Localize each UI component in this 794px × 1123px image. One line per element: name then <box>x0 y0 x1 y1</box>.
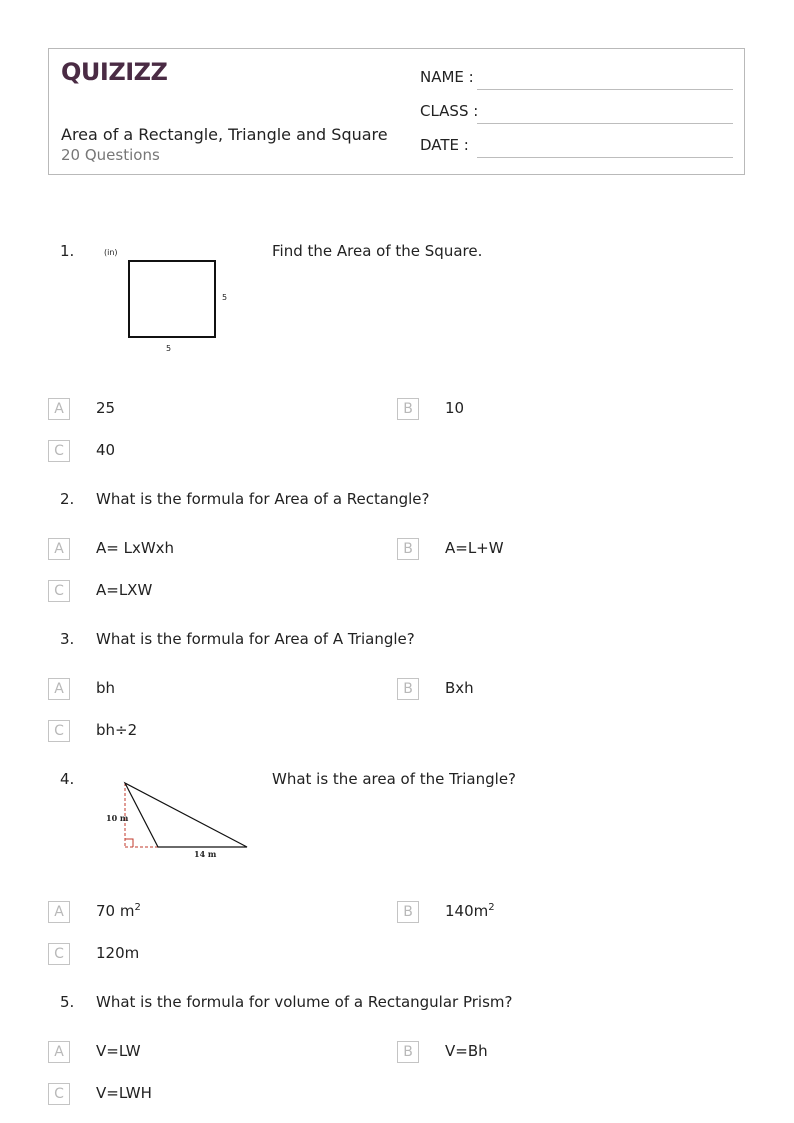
question-text: What is the formula for Area of a Rectangle? <box>96 490 430 508</box>
option-a-text: 25 <box>96 399 116 417</box>
option-c-text: A=LXW <box>96 581 153 599</box>
option-c-box[interactable]: C <box>48 440 70 462</box>
question-number: 5. <box>60 993 75 1011</box>
date-label: DATE : <box>420 136 469 154</box>
triangle-figure <box>100 775 255 865</box>
option-a-box[interactable]: A <box>48 1041 70 1063</box>
side-label-right: 5 <box>222 293 228 302</box>
worksheet-title: Area of a Rectangle, Triangle and Square <box>61 125 388 144</box>
option-a-box[interactable]: A <box>48 678 70 700</box>
square-figure <box>100 244 240 356</box>
class-label: CLASS : <box>420 102 479 120</box>
question-count: 20 Questions <box>61 146 160 164</box>
date-field[interactable] <box>477 157 733 158</box>
side-label-bottom: 5 <box>166 344 172 353</box>
option-b-text: A=L+W <box>445 539 504 557</box>
option-b-box[interactable]: B <box>397 398 419 420</box>
option-b-text: Bxh <box>445 679 474 697</box>
right-angle-marker <box>125 839 133 847</box>
question-text: What is the formula for volume of a Rectangular Prism? <box>96 993 513 1011</box>
option-c-text: bh÷2 <box>96 721 138 739</box>
option-b-box[interactable]: B <box>397 678 419 700</box>
question-text: What is the formula for Area of A Triangle? <box>96 630 415 648</box>
option-b-text: 10 <box>445 399 465 417</box>
option-c-text: 120m <box>96 944 140 962</box>
option-c-box[interactable]: C <box>48 580 70 602</box>
option-c-text: 40 <box>96 441 116 459</box>
option-b-text: $140m^2$ <box>445 902 495 920</box>
option-c-text: V=LWH <box>96 1084 152 1102</box>
option-b-box[interactable]: B <box>397 538 419 560</box>
option-a-text: 70 $m^2$ <box>96 902 141 920</box>
option-c-box[interactable]: C <box>48 720 70 742</box>
class-field[interactable] <box>477 123 733 124</box>
question-number: 2. <box>60 490 75 508</box>
option-a-text: A= LxWxh <box>96 539 175 557</box>
quizizz-logo: QUIZIZZ <box>61 58 168 86</box>
question-text: What is the area of the Triangle? <box>272 770 517 788</box>
option-c-box[interactable]: C <box>48 943 70 965</box>
option-a-box[interactable]: A <box>48 901 70 923</box>
triangle-shape <box>125 783 247 847</box>
option-a-text: bh <box>96 679 116 697</box>
unit-label: (in) <box>104 248 118 257</box>
question-number: 3. <box>60 630 75 648</box>
square-shape <box>129 261 215 337</box>
name-label: NAME : <box>420 68 474 86</box>
option-a-box[interactable]: A <box>48 538 70 560</box>
question-number: 1. <box>60 242 75 260</box>
question-number: 4. <box>60 770 75 788</box>
question-text: Find the Area of the Square. <box>272 242 483 260</box>
name-field[interactable] <box>477 89 733 90</box>
option-b-text: V=Bh <box>445 1042 488 1060</box>
option-b-box[interactable]: B <box>397 1041 419 1063</box>
base-label: 14 m <box>194 849 217 859</box>
height-label: 10 m <box>106 813 129 823</box>
option-b-box[interactable]: B <box>397 901 419 923</box>
option-a-box[interactable]: A <box>48 398 70 420</box>
option-a-text: V=LW <box>96 1042 141 1060</box>
option-c-box[interactable]: C <box>48 1083 70 1105</box>
